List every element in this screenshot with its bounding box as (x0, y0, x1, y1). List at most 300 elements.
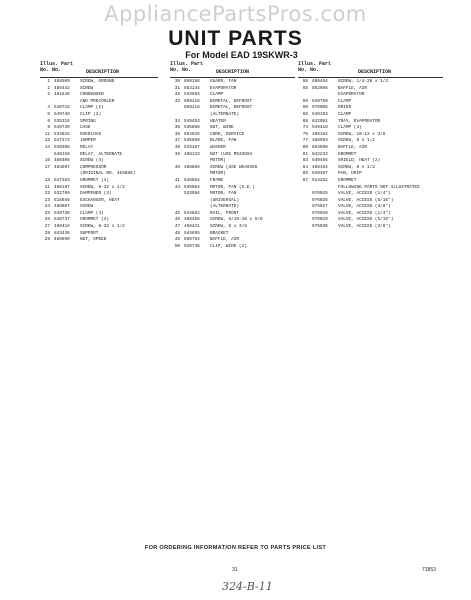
parts-row (298, 105, 443, 112)
illus-number: 21 (44, 184, 50, 190)
parts-row (170, 92, 295, 99)
part-number: 853144 (184, 85, 200, 91)
illus-number: 9 (47, 125, 50, 131)
part-number: 549398 (54, 144, 70, 150)
part-description: SHIELD, HEAT (2) (338, 158, 381, 164)
part-description: SCREW (USE W549356 (210, 164, 258, 170)
illus-number: 58 (302, 85, 308, 91)
part-number: 843436 (54, 230, 70, 236)
parts-row (170, 171, 295, 178)
part-number: 549387 (312, 171, 328, 177)
part-description: EVAPORATOR (338, 92, 365, 98)
part-number (184, 204, 210, 211)
part-description: PAN, DRIP (338, 171, 362, 177)
illus-number: 2 (47, 85, 50, 91)
part-description: CLAMP (210, 92, 224, 98)
part-description: AND PRECOOLER (80, 98, 115, 104)
parts-row (170, 191, 295, 198)
parts-row (40, 198, 158, 205)
part-number: 488866 (184, 164, 200, 170)
part-number: 842091 (312, 118, 328, 124)
illus-number: 26 (44, 217, 50, 223)
illus-number: 4 (47, 105, 50, 111)
parts-row (298, 99, 443, 106)
illus-number: 31 (174, 85, 180, 91)
part-number: 488182 (312, 131, 328, 137)
header-rule (40, 77, 158, 78)
part-description: GROMMET (4) (80, 177, 109, 183)
illus-number (170, 112, 184, 119)
illus-number: 50 (174, 243, 180, 249)
part-description: COMPRESSOR (80, 164, 107, 170)
parts-row (40, 224, 158, 231)
part-description: CASE (80, 125, 91, 131)
parts-column-1 (40, 62, 158, 244)
parts-row (170, 231, 295, 238)
watermark: AppliancePartsPros.com (104, 2, 367, 26)
parts-row (40, 178, 158, 185)
parts-row (170, 165, 295, 172)
illus-number (40, 171, 54, 178)
part-number: 488133 (184, 151, 200, 157)
part-description: NUT, SPEED (80, 237, 107, 243)
parts-column-2 (170, 62, 295, 250)
illus-number: 33 (174, 98, 180, 104)
illus-number: 84 (302, 164, 308, 170)
part-description: RELAY (80, 144, 94, 150)
illus-number: 40 (174, 164, 180, 170)
part-number: 859116 (184, 105, 200, 111)
part-description: SCREW, 8 x 1/2 (338, 164, 375, 170)
part-number: 852986 (312, 85, 328, 91)
illus-number (170, 158, 184, 165)
parts-row (298, 198, 443, 205)
part-description: EVAPORATOR (210, 85, 237, 91)
illus-number: 41 (174, 177, 180, 183)
part-description: MOTOR, FAN (G.E.) (210, 184, 255, 190)
part-number (312, 185, 338, 192)
parts-row (298, 125, 443, 132)
part-description: BIMETAL, DEFROST (210, 105, 253, 111)
part-number: 976028 (312, 210, 328, 216)
illus-number: 34 (174, 118, 180, 124)
part-description: SCREW, 8-32 x 1/2 (80, 184, 125, 190)
header-no-no: No. No. (40, 66, 62, 73)
illus-number: 56 (302, 79, 308, 84)
part-description: CLAMP (4) (80, 210, 104, 216)
part-number: 488421 (184, 224, 200, 230)
part-description: SCREW (80, 204, 94, 210)
parts-row (170, 178, 295, 185)
part-number: 549737 (54, 217, 70, 223)
part-number: 549748 (54, 111, 70, 117)
parts-row (170, 204, 295, 211)
handwritten-reference: 324-B-11 (222, 580, 273, 593)
part-description: VALVE, ACCESS (5/16") (338, 217, 394, 223)
parts-row (170, 158, 295, 165)
parts-row (170, 86, 295, 93)
illus-number: 83 (302, 158, 308, 164)
parts-row (40, 191, 158, 198)
part-description: SCREW (4) (80, 158, 104, 164)
part-description: (ALTERNATE) (210, 204, 239, 210)
part-description: BAFFLE, AIR (338, 85, 367, 91)
part-number: 488690 (54, 237, 70, 243)
parts-row (170, 138, 295, 145)
illus-number: 74 (302, 125, 308, 131)
part-description: VALVE, ACCESS (1/4") (338, 210, 391, 216)
illus-number (170, 171, 184, 178)
part-number: 488454 (312, 79, 328, 84)
parts-row (170, 224, 295, 231)
parts-row (170, 105, 295, 112)
part-description: VALVE, ACCESS (3/8") (338, 224, 391, 230)
parts-row (40, 119, 158, 126)
illus-number (170, 105, 184, 112)
parts-row (170, 119, 295, 126)
part-description: CLIP (2) (80, 111, 102, 117)
illus-number: 32 (174, 92, 180, 98)
illus-number (298, 191, 312, 198)
part-number: 533594 (184, 191, 200, 197)
part-description: SUPPORT (80, 230, 99, 236)
parts-row (298, 185, 443, 192)
part-description: SCREW, 5/16-18 x 5/8 (210, 217, 263, 223)
parts-row (170, 211, 295, 218)
part-description: DRIER (338, 105, 352, 111)
part-description: (UNIVERSAL) (210, 197, 239, 203)
illus-number: 80 (302, 144, 308, 150)
illus-number: 81 (302, 151, 308, 157)
parts-row (298, 171, 443, 178)
part-description: SCREW, GROUND (80, 79, 115, 84)
illus-number: 77 (302, 138, 308, 144)
part-description: FOLLOWING PARTS NOT ILLUSTRATED (338, 184, 420, 190)
part-number (184, 198, 210, 205)
header-illus-part: Illus. Part (40, 61, 74, 67)
illus-number (40, 152, 54, 159)
illus-number: 18 (44, 177, 50, 183)
illus-number: 65 (302, 111, 308, 117)
illus-number: 29 (44, 237, 50, 243)
part-number: 549064 (184, 184, 200, 190)
part-number: 514252 (312, 177, 328, 183)
illus-number: 25 (44, 210, 50, 216)
part-number: 549749 (54, 125, 70, 131)
header-no-no: No. No. (170, 66, 192, 73)
part-number: 488509 (54, 79, 70, 84)
part-description: RELAY, ALTERNATE (80, 151, 123, 157)
header-illus-part: Illus. Part (298, 61, 332, 67)
illus-number (298, 198, 312, 205)
part-number (184, 171, 210, 178)
part-description: SCREW, 8 x 3/8 (210, 224, 247, 230)
illus-number: 87 (302, 177, 308, 183)
ordering-note: FOR ORDERING INFORMATION REFER TO PARTS PRICE LIST (144, 545, 327, 551)
part-number: 535316 (54, 118, 70, 124)
part-number: 549760 (312, 98, 328, 104)
parts-row (298, 92, 443, 99)
illus-number: 60 (302, 105, 308, 111)
parts-row (298, 217, 443, 224)
parts-row (298, 86, 443, 93)
part-number (54, 171, 80, 178)
parts-row (298, 165, 443, 172)
part-description: MOTOR, FAN (210, 191, 237, 197)
illus-number: 44 (174, 184, 180, 190)
illus-number: 47 (174, 224, 180, 230)
illus-number: 22 (44, 191, 50, 197)
illus-number (298, 217, 312, 224)
part-number: 533107 (184, 144, 200, 150)
parts-row (170, 217, 295, 224)
part-number: 976027 (312, 204, 328, 210)
part-number: 488807 (54, 204, 70, 210)
part-description: SCREW, 10-12 x 3/8 (338, 131, 386, 137)
part-number: 859115 (184, 98, 200, 104)
illus-number (298, 204, 312, 211)
parts-row (298, 158, 443, 165)
parts-row (170, 244, 295, 251)
part-description: CLAMP (2) (80, 105, 104, 111)
illus-number: 49 (174, 237, 180, 243)
part-number: 549738 (54, 210, 70, 216)
illus-number (298, 92, 312, 99)
part-number: 510716 (54, 105, 70, 111)
parts-row (40, 185, 158, 192)
parts-row (40, 132, 158, 139)
parts-column-3 (298, 62, 443, 231)
part-number: 547272 (54, 138, 70, 144)
illus-number: 85 (302, 171, 308, 177)
part-description: CLAMP (338, 98, 352, 104)
part-number: 976085 (312, 105, 328, 111)
part-description: CORD, SERVICE (210, 131, 245, 137)
page-title: UNIT PARTS (168, 27, 303, 50)
part-description: NUT, WIRE (210, 125, 234, 131)
header-description: DESCRIPTION (358, 69, 392, 75)
illus-number: 38 (174, 144, 180, 150)
parts-row (170, 237, 295, 244)
part-number: 852626 (184, 131, 200, 137)
illus-number: 13 (44, 138, 50, 144)
parts-row (40, 92, 158, 99)
part-number: 816948 (54, 197, 70, 203)
part-number: 976026 (312, 197, 328, 203)
parts-row (40, 152, 158, 159)
part-number: 976030 (312, 224, 328, 230)
part-number: 488465 (184, 217, 200, 223)
parts-row (298, 138, 443, 145)
parts-row (170, 152, 295, 159)
parts-row (298, 145, 443, 152)
parts-row (40, 125, 158, 132)
illus-number: 24 (44, 204, 50, 210)
header-rule (170, 77, 295, 78)
part-number: 488406 (54, 158, 70, 164)
model-subtitle: For Model EAD 19SKWR-3 (185, 50, 298, 60)
parts-row (298, 178, 443, 185)
parts-row (298, 112, 443, 119)
part-number: 549453 (184, 118, 200, 124)
part-description: CLIP, WIRE (2) (210, 243, 247, 249)
parts-row (40, 217, 158, 224)
part-description: OVERLOAD (80, 131, 102, 137)
part-number: 976029 (312, 217, 328, 223)
column-header (40, 62, 158, 79)
part-number (54, 99, 80, 106)
part-description: DAMPENER (3) (80, 191, 112, 197)
illus-number (40, 99, 54, 106)
illus-number: 45 (174, 210, 180, 216)
part-number: 535858 (184, 125, 200, 131)
illus-number: 27 (44, 224, 50, 230)
illus-number: 17 (44, 164, 50, 170)
part-number: 544662 (184, 210, 200, 216)
part-description: VALVE, ACCESS (5/16") (338, 197, 394, 203)
header-rule (298, 77, 443, 78)
part-number: 533584 (184, 92, 200, 98)
part-number: 842233 (312, 151, 328, 157)
parts-row (170, 125, 295, 132)
part-description: (ORIGINAL NO. 463888) (80, 171, 136, 177)
part-description: FRAME (210, 177, 224, 183)
parts-row (298, 191, 443, 198)
part-description: TRAY, EVAPORATOR (338, 118, 381, 124)
part-number: 549193 (312, 111, 328, 117)
illus-number: 46 (174, 217, 180, 223)
parts-row (170, 99, 295, 106)
part-description: SCREW, 1/4-28 x 1/2 (338, 79, 389, 84)
part-number: 856764 (184, 237, 200, 243)
header-illus-part: Illus. Part (170, 61, 204, 67)
illus-number: 14 (44, 144, 50, 150)
part-number: 532769 (54, 191, 70, 197)
part-description: GROMMET (338, 177, 357, 183)
document-code: 71853 (422, 567, 436, 573)
part-description: GUARD, FAN (210, 79, 237, 84)
parts-row (298, 211, 443, 218)
part-description: BLADE, FAN (210, 138, 237, 144)
illus-number: 30 (174, 79, 180, 84)
header-no-no: No. No. (298, 66, 320, 73)
parts-row (170, 132, 295, 139)
illus-number: 68 (302, 118, 308, 124)
illus-number (170, 198, 184, 205)
illus-number (298, 211, 312, 218)
header-description: DESCRIPTION (216, 69, 250, 75)
illus-number: 37 (174, 138, 180, 144)
part-description: BAFFLE, AIR (338, 144, 367, 150)
part-description: GROMMET (338, 151, 357, 157)
illus-number: 75 (302, 131, 308, 137)
parts-row (298, 132, 443, 139)
parts-row (40, 99, 158, 106)
parts-row (170, 198, 295, 205)
part-number: 544695 (184, 230, 200, 236)
page-number: 31 (232, 567, 238, 573)
part-description: SCREW, 8 x 1/2 (338, 138, 375, 144)
part-number: 850156 (184, 79, 200, 84)
parts-row (40, 138, 158, 145)
parts-row (170, 112, 295, 119)
part-description: CLAMP (4) (338, 125, 362, 131)
part-description: CONDENSER (80, 92, 104, 98)
part-description: BRACKET (210, 230, 229, 236)
parts-row (40, 204, 158, 211)
part-number: 549455 (312, 158, 328, 164)
part-number: 547263 (54, 177, 70, 183)
illus-number (170, 191, 184, 198)
part-description: MOTOR) (210, 171, 226, 177)
parts-row (40, 112, 158, 119)
illus-number: 6 (47, 118, 50, 124)
part-description: JUMPER (80, 138, 96, 144)
parts-row (170, 79, 295, 86)
parts-row (40, 171, 158, 178)
parts-row (298, 119, 443, 126)
parts-row (40, 211, 158, 218)
illus-number: 59 (302, 98, 308, 104)
part-description: (ALTERNATE) (210, 111, 239, 117)
part-description: SPRING (80, 118, 96, 124)
part-number (312, 92, 338, 99)
parts-row (40, 165, 158, 172)
part-number: 463897 (54, 164, 70, 170)
parts-row (40, 231, 158, 238)
part-number (184, 158, 210, 165)
illus-number (170, 204, 184, 211)
illus-number: 35 (174, 125, 180, 131)
part-number: 488416 (54, 224, 70, 230)
header-description: DESCRIPTION (86, 69, 120, 75)
part-description: GROMMET (4) (80, 217, 109, 223)
part-description: WASHER (210, 144, 226, 150)
parts-row (298, 152, 443, 159)
parts-row (40, 237, 158, 244)
parts-row (298, 204, 443, 211)
illus-number: 36 (174, 131, 180, 137)
part-description: SCREW, 8-32 x 1/2 (80, 224, 125, 230)
illus-number: 5 (47, 111, 50, 117)
illus-number: 16 (44, 158, 50, 164)
parts-row (40, 145, 158, 152)
parts-row (40, 158, 158, 165)
parts-row (40, 105, 158, 112)
part-number: 535569 (184, 138, 200, 144)
part-number: 548654 (184, 177, 200, 183)
part-description: BAFFLE, AIR (210, 237, 239, 243)
illus-number: 1 (47, 79, 50, 84)
parts-row (40, 86, 158, 93)
column-header (170, 62, 295, 79)
part-description: RAIL, FRONT (210, 210, 239, 216)
part-number: 548159 (54, 151, 70, 157)
illus-number: 48 (174, 230, 180, 236)
part-number: 854699 (312, 144, 328, 150)
parts-row (40, 79, 158, 86)
part-number: 488197 (54, 184, 70, 190)
part-description: MOTOR) (210, 158, 226, 164)
illus-number: 3 (47, 92, 50, 98)
illus-number: 28 (44, 230, 50, 236)
part-number: 976025 (312, 191, 328, 197)
illus-number: 39 (174, 151, 180, 157)
part-number: 488194 (312, 164, 328, 170)
part-number (184, 112, 210, 119)
part-description: EXCHANGER, HEAT (80, 197, 120, 203)
part-number: 549419 (312, 125, 328, 131)
